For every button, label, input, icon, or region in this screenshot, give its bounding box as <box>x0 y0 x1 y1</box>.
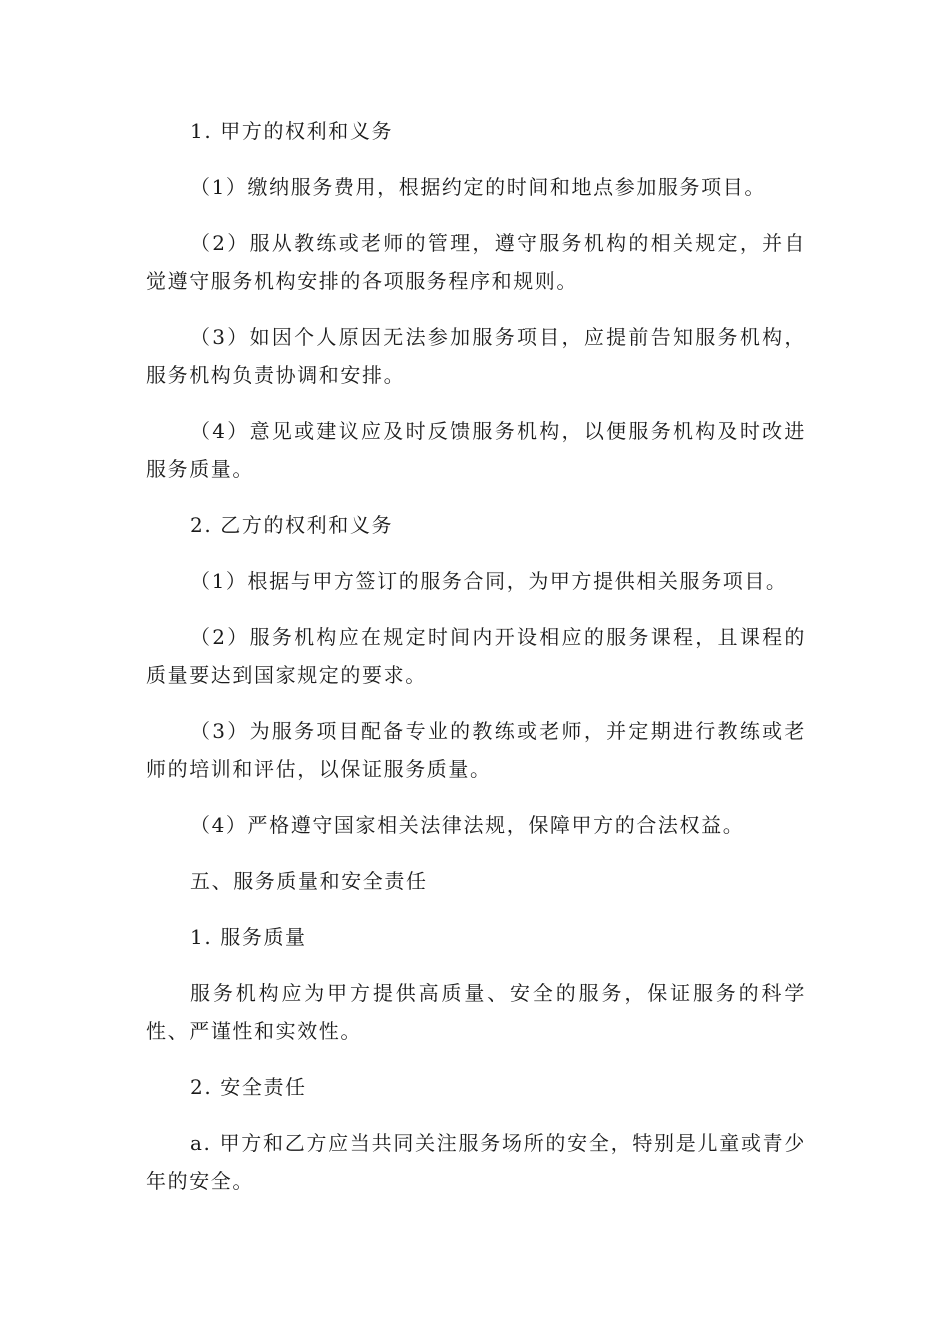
service-quality-paragraph: 服务机构应为甲方提供高质量、安全的服务，保证服务的科学性、严谨性和实效性。 <box>146 981 806 1043</box>
document-body <box>146 112 806 1218</box>
party-b-rights-heading: 2. 乙方的权利和义务 <box>190 513 394 537</box>
service-quality-heading: 1. 服务质量 <box>190 925 307 949</box>
party-a-clause-1: （1）缴纳服务费用，根据约定的时间和地点参加服务项目。 <box>190 175 766 199</box>
safety-clause-a: a. 甲方和乙方应当共同关注服务场所的安全，特别是儿童或青少年的安全。 <box>146 1131 806 1193</box>
party-a-rights-heading: 1. 甲方的权利和义务 <box>190 119 394 143</box>
party-b-clause-1: （1）根据与甲方签订的服务合同，为甲方提供相关服务项目。 <box>190 569 788 593</box>
party-b-clause-3: （3）为服务项目配备专业的教练或老师，并定期进行教练或老师的培训和评估，以保证服务质量。 <box>146 719 806 781</box>
party-b-clause-4: （4）严格遵守国家相关法律法规，保障甲方的合法权益。 <box>190 813 745 837</box>
section-five-heading: 五、服务质量和安全责任 <box>190 869 428 893</box>
party-a-clause-3: （3）如因个人原因无法参加服务项目，应提前告知服务机构，服务机构负责协调和安排。 <box>146 325 806 387</box>
party-b-clause-2: （2）服务机构应在规定时间内开设相应的服务课程，且课程的质量要达到国家规定的要求。 <box>146 625 806 687</box>
safety-responsibility-heading: 2. 安全责任 <box>190 1075 307 1099</box>
party-a-clause-2: （2）服从教练或老师的管理，遵守服务机构的相关规定，并自觉遵守服务机构安排的各项服务程序和规则。 <box>146 231 806 293</box>
party-a-clause-4: （4）意见或建议应及时反馈服务机构，以便服务机构及时改进服务质量。 <box>146 419 806 481</box>
